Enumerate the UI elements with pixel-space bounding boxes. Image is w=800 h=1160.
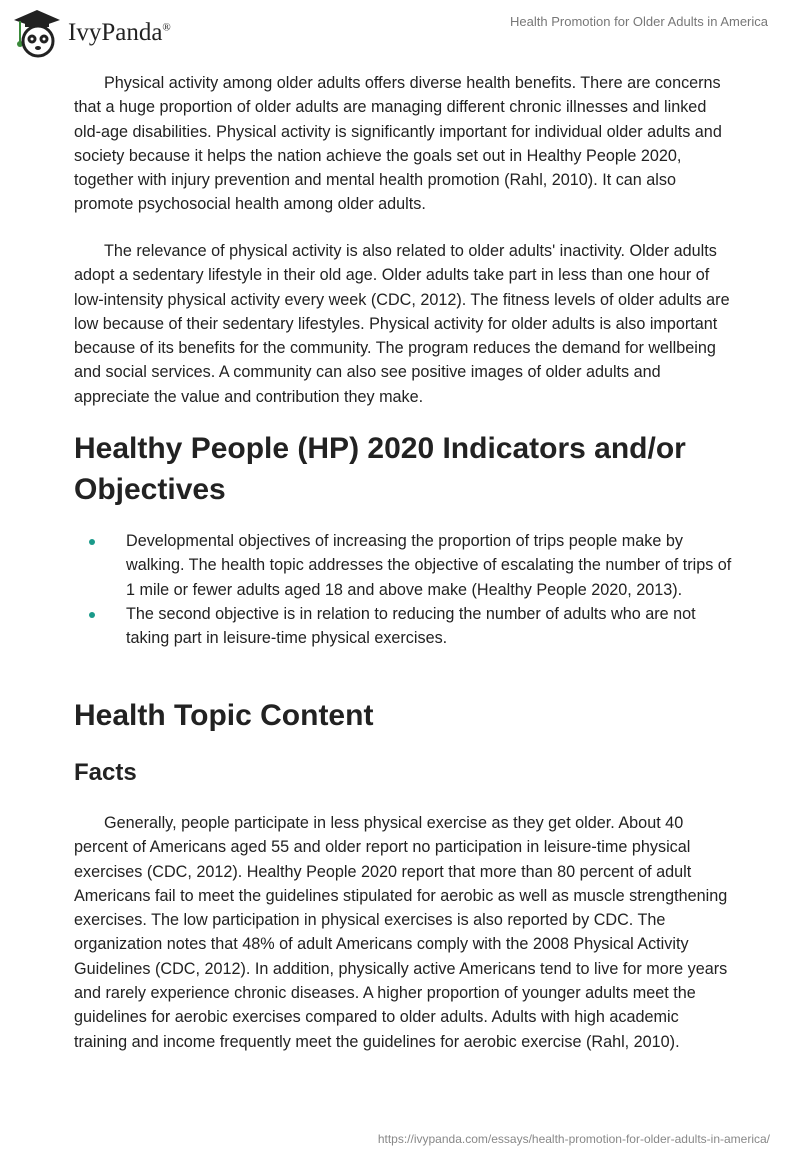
panda-logo-icon bbox=[12, 8, 62, 58]
objectives-list bbox=[74, 529, 734, 650]
paragraph-1-block bbox=[74, 71, 734, 217]
paragraph: Generally, people participate in less physical exercise as they get older. About 40 percent of Americans aged 55 and older report no participation in leisure-time physical exercises (CDC, 2012). Healthy People 2020 report that more than 80 percent of adult Americans fail to meet the guidelines stipulated for aerobic as well as muscle strengthening exercises. The low participation in physical exercises is also reported by CDC. The organization notes that 48% of adult Americans comply with the 2008 Physical Activity Guidelines (CDC, 2012). In addition, physically active Americans tend to live for more years and rarely experience chronic diseases. A higher proportion of younger adults meet the guidelines for aerobic exercises compared to older adults. Adults with high academic training and income frequently meet the guidelines for aerobic exercise (Rahl, 2010). bbox=[74, 814, 728, 1051]
list-item-text: The second objective is in relation to reducing the number of adults who are not taking part in leisure-time physical exercises. bbox=[126, 604, 696, 648]
list-item-text: Developmental objectives of increasing the proportion of trips people make by walking. The health topic addresses the objective of escalating the number of trips of 1 mile or fewer adults aged 18 and above make (Healthy People 2020, 2013). bbox=[126, 532, 732, 599]
bullet-icon bbox=[89, 539, 95, 545]
facts-paragraph-block bbox=[74, 811, 734, 1054]
facts-heading-block bbox=[74, 758, 734, 788]
source-url[interactable]: https://ivypanda.com/essays/health-promotion-for-older-adults-in-america/ bbox=[377, 1132, 770, 1146]
brand-name bbox=[68, 19, 171, 47]
brand-text: IvyPanda bbox=[68, 19, 163, 46]
subsection-heading: Facts bbox=[74, 759, 137, 786]
section-heading: Healthy People (HP) 2020 Indicators and/or Objectives bbox=[74, 432, 686, 506]
section-heading: Health Topic Content bbox=[74, 699, 374, 732]
section-objectives bbox=[74, 428, 734, 510]
section-health-topic bbox=[74, 695, 734, 736]
registered-mark: ® bbox=[162, 21, 171, 34]
header-title: Health Promotion for Older Adults in America bbox=[510, 14, 768, 29]
bullet-icon bbox=[89, 612, 95, 618]
list-item bbox=[74, 529, 734, 602]
paragraph-2-block bbox=[74, 239, 734, 409]
paragraph: Physical activity among older adults offers diverse health benefits. There are concerns that a huge proportion of older adults are managing different chronic illnesses and linked old-age disabilities. Physical activity is significantly important for individual older adults and society because it helps the nation achieve the goals set out in Healthy People 2020, together with injury prevention and mental health promotion (Rahl, 2010). It can also promote psychosocial health among older adults. bbox=[74, 74, 722, 214]
logo[interactable] bbox=[12, 8, 171, 58]
paragraph: The relevance of physical activity is also related to older adults' inactivity. Older adults adopt a sedentary lifestyle in their old age. Older adults take part in less than one hour of low-intensity physical activity every week (CDC, 2012). The fitness levels of older adults are low because of their sedentary lifestyles. Physical activity for older adults is also important because of its benefits for the community. The program reduces the demand for wellbeing and social services. A community can also see positive images of older adults and appreciate the value and contribution they make. bbox=[74, 242, 730, 406]
list-item bbox=[74, 602, 734, 651]
